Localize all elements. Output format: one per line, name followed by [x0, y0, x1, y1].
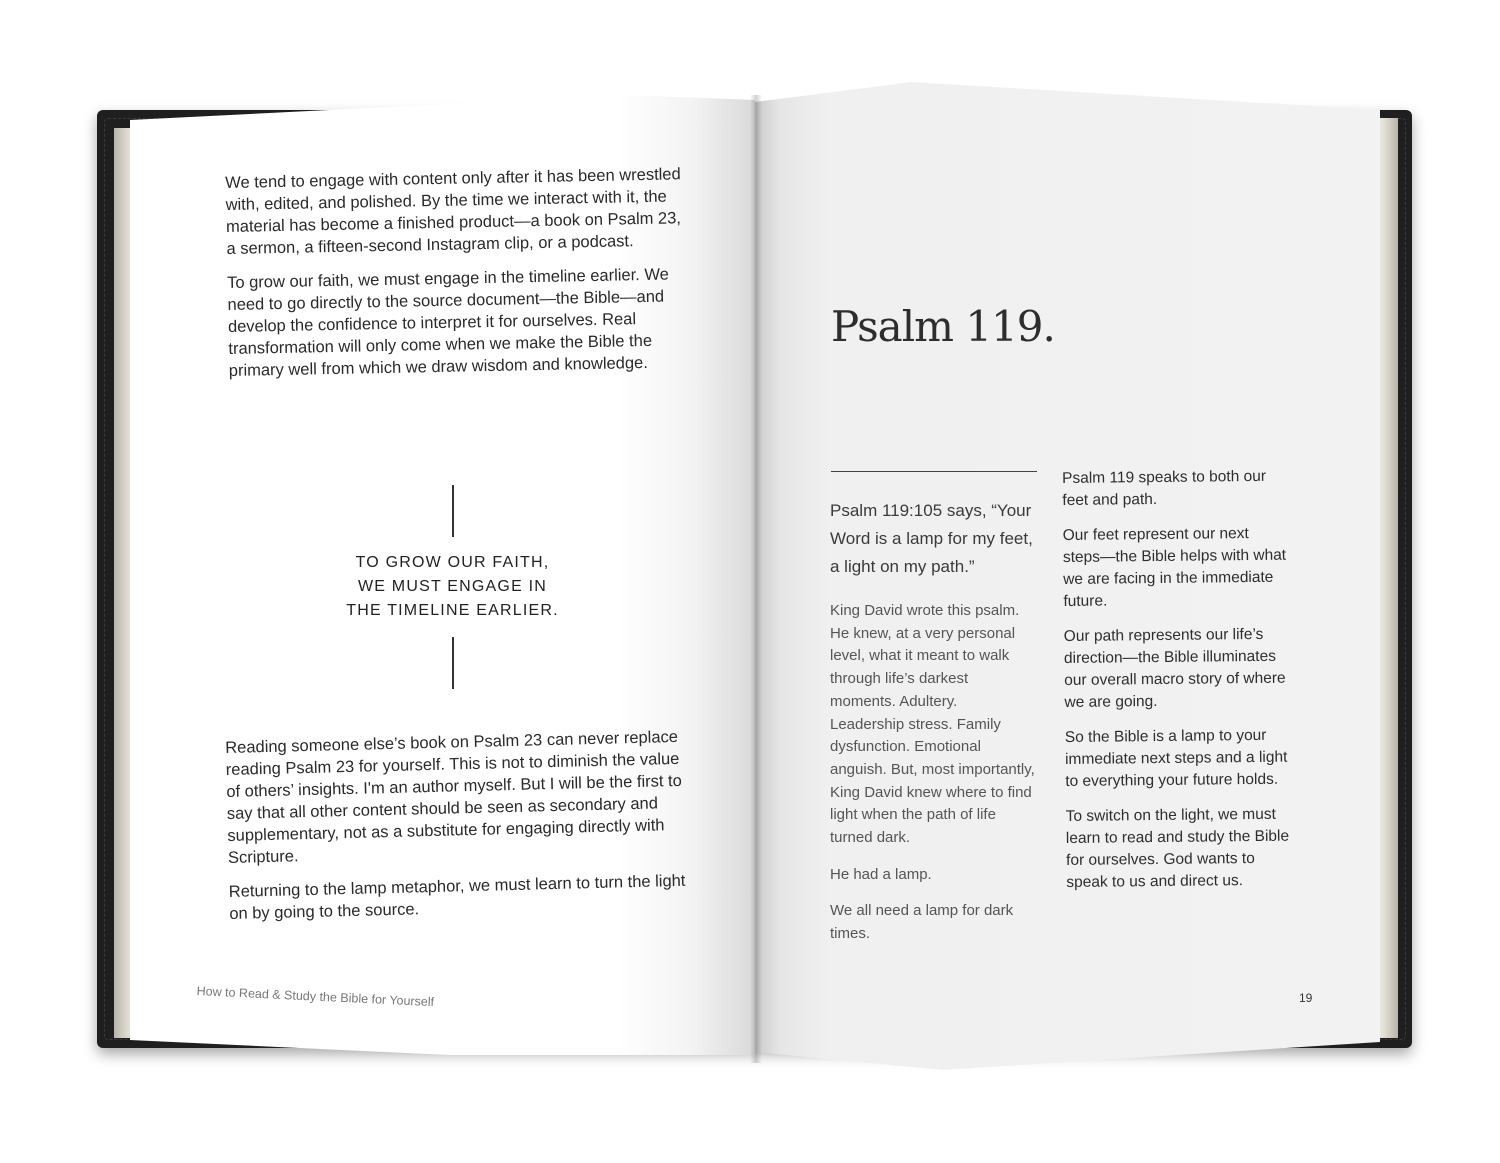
paragraph: To grow our faith, we must engage in the timeline earlier. We need to go directly to the source document—the Bible—and develop the confidence to interpret it for ourselves. Real transformation will only come when we make the Bible the primary well from which we draw wisdom and knowledge. [226, 265, 669, 380]
paragraph: To switch on the light, we must learn to read and study the Bible for ourselves. God wants to speak to us and direct us. [1065, 805, 1290, 891]
paragraph: Returning to the lamp metaphor, we must learn to turn the light on by going to the source. [228, 871, 686, 923]
chapter-heading: Psalm 119. [831, 302, 1055, 351]
left-top-text [225, 163, 687, 394]
paragraph: So the Bible is a lamp to your immediate next steps and a light to everything your future holds. [1064, 726, 1288, 790]
paragraph: King David wrote this psalm. He knew, at a very personal level, what it meant to walk through life’s darkest moments. Adultery. Leadership stress. Family dysfunction. Emotional anguish. But, most importantly, King David knew where to find light when the path of life turned dark. [830, 602, 1035, 847]
paragraph: We all need a lamp for dark times. [830, 902, 1014, 943]
paragraph: We tend to engage with content only after it has been wrestled with, edited, and polished. By the time we interact with it, the material has become a finished product—a book on Psalm 23, a sermon, a fifteen-second Instagram clip, or a podcast. [225, 165, 682, 258]
right-column [1062, 466, 1292, 907]
paragraph: Our path represents our life’s direction—the Bible illuminates our overall macro story of where we are going. [1063, 625, 1286, 711]
pull-quote-line: THE TIMELINE EARLIER. [346, 602, 559, 619]
middle-column [830, 600, 1035, 960]
pull-quote-line: TO GROW OUR FAITH, [355, 554, 550, 571]
paragraph: Our feet represent our next steps—the Bible helps with what we are facing in the immediate future. [1062, 525, 1287, 610]
verse-quote: Psalm 119:105 says, “Your Word is a lamp for my feet, a light on my path.” [830, 501, 1033, 576]
page-block-edge-right [1378, 118, 1398, 1038]
heading-rule [831, 471, 1037, 472]
left-bottom-text [225, 726, 688, 937]
running-footer: How to Read & Study the Bible for Yourself [196, 984, 435, 1010]
pull-quote-rule-top [452, 485, 454, 537]
pull-quote-rule-bottom [452, 637, 454, 689]
pull-quote [300, 551, 605, 623]
page-number: 19 [1299, 991, 1313, 1005]
paragraph: He had a lamp. [830, 865, 932, 883]
paragraph: Psalm 119 speaks to both our feet and path. [1062, 467, 1267, 509]
pull-quote-line: WE MUST ENGAGE IN [357, 578, 547, 595]
paragraph: Reading someone else’s book on Psalm 23 can never replace reading Psalm 23 for yourself. This is not to diminish the value of others’ insights. I'm an author myself. But I will be the first to say that all other content should be seen as secondary and supplementary, not as a substitute for engaging directly with Scripture. [225, 727, 683, 867]
book-gutter-shadow [750, 95, 762, 1063]
